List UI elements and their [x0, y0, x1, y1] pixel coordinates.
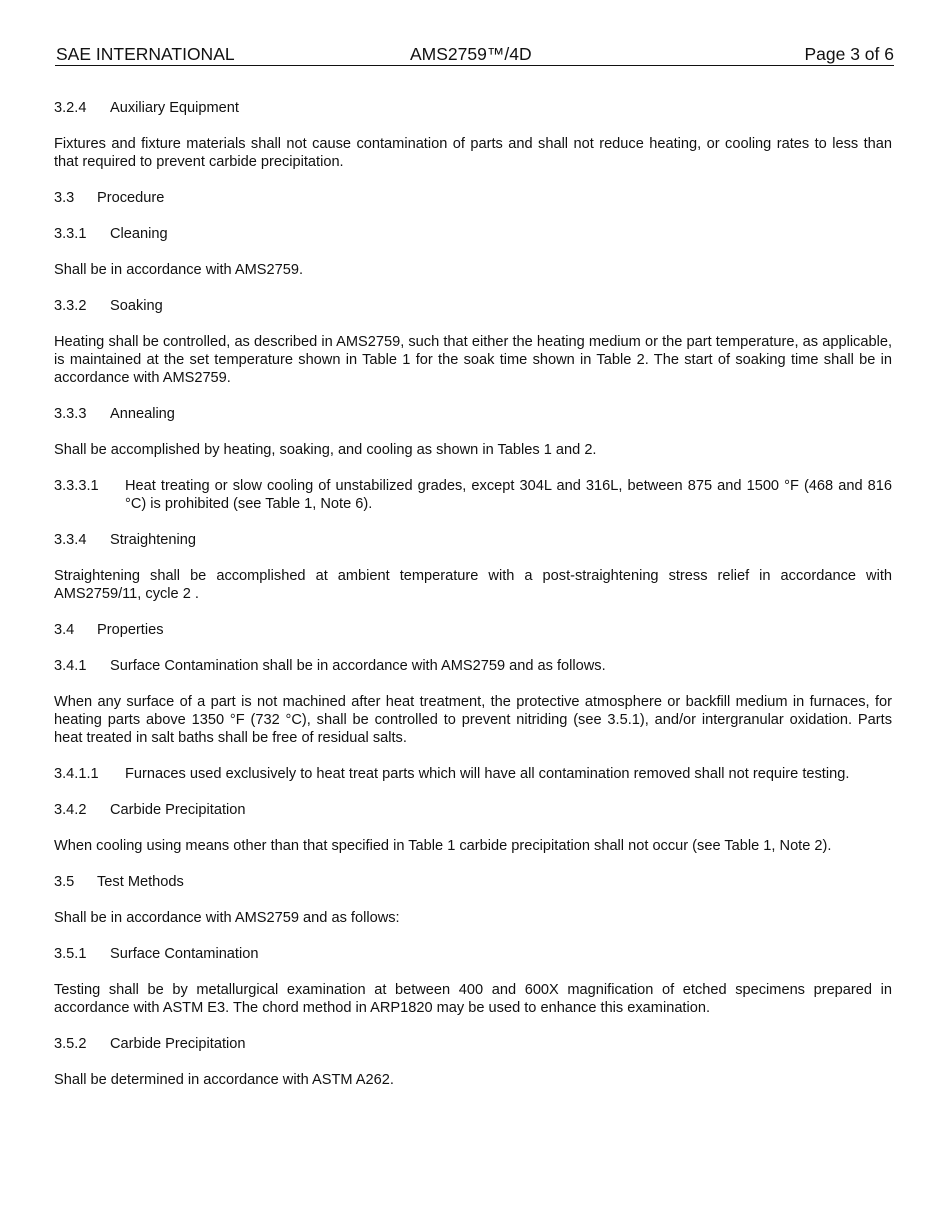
section-number: 3.4 — [54, 622, 75, 638]
section-body-3-5-1: Testing shall be by metallurgical examination at between 400 and 600X magnification of etched specimens prepared in accordance with ASTM E3. The chord method in ARP1820 may be used to enhance this examination. — [54, 982, 892, 1016]
section-heading-3-3 — [54, 189, 892, 207]
section-title: Annealing — [110, 406, 175, 422]
section-number: 3.3.3 — [54, 406, 87, 422]
section-title: Soaking — [110, 298, 163, 314]
section-heading-3-3-2 — [54, 297, 892, 315]
section-heading-3-4-1 — [54, 657, 892, 675]
section-body-3-4-2: When cooling using means other than that specified in Table 1 carbide precipitation shall not occur (see Table 1, Note 2). — [54, 838, 832, 854]
section-title: Auxiliary Equipment — [110, 100, 239, 116]
section-number: 3.3.1 — [54, 226, 87, 242]
section-heading-3-3-3 — [54, 405, 892, 423]
document-body — [54, 99, 892, 1107]
section-title: Properties — [97, 622, 164, 638]
section-heading-3-3-4 — [54, 531, 892, 549]
section-title: Cleaning — [110, 226, 168, 242]
section-3-4-1-1 — [54, 765, 892, 783]
section-heading-3-4-2 — [54, 801, 892, 819]
section-heading-3-2-4 — [54, 99, 892, 117]
section-body-3-3-4: Straightening shall be accomplished at ambient temperature with a post-straightening stress relief in accordance with AMS2759/11, cycle 2 . — [54, 568, 892, 602]
section-heading-3-5-2 — [54, 1035, 892, 1053]
section-title: Surface Contamination — [110, 946, 259, 962]
section-title: Carbide Precipitation — [110, 1036, 246, 1052]
section-number: 3.3 — [54, 190, 75, 206]
section-number: 3.5.2 — [54, 1036, 87, 1052]
section-body-3-3-1: Shall be in accordance with AMS2759. — [54, 262, 304, 278]
page-header — [55, 44, 894, 66]
section-number: 3.3.2 — [54, 298, 87, 314]
section-body-3-3-2: Heating shall be controlled, as described in AMS2759, such that either the heating medium or the part temperature, as applicable, is maintained at the set temperature shown in Table 1 for the soak time shown in Table 2. The start of soaking time shall be in accordance with AMS2759. — [54, 334, 892, 386]
section-body-3-5: Shall be in accordance with AMS2759 and as follows: — [54, 910, 400, 926]
section-body-3-5-2: Shall be determined in accordance with ASTM A262. — [54, 1072, 394, 1088]
section-title: Carbide Precipitation — [110, 802, 246, 818]
section-number: 3.4.2 — [54, 802, 87, 818]
section-heading-3-5 — [54, 873, 892, 891]
section-number: 3.4.1.1 — [54, 766, 99, 782]
header-organization: SAE INTERNATIONAL — [56, 44, 235, 64]
section-title: Surface Contamination shall be in accordance with AMS2759 and as follows. — [110, 658, 606, 674]
section-body-3-4-1: When any surface of a part is not machined after heat treatment, the protective atmosphere or backfill medium in furnaces, for heating parts above 1350 °F (732 °C), shall be controlled to prevent nitriding (see 3.5.1), and/or intergranular oxidation. Parts heat treated in salt baths shall be free of residual salts. — [54, 694, 892, 746]
header-document-number: AMS2759™/4D — [410, 44, 532, 64]
section-title: Procedure — [97, 190, 165, 206]
section-title: Test Methods — [97, 874, 184, 890]
section-body-3-2-4: Fixtures and fixture materials shall not cause contamination of parts and shall not reduce heating, or cooling rates to less than that required to prevent carbide precipitation. — [54, 136, 892, 170]
section-title: Straightening — [110, 532, 197, 548]
section-number: 3.3.4 — [54, 532, 87, 548]
section-body-3-3-3-1: Heat treating or slow cooling of unstabilized grades, except 304L and 316L, between 875 and 1500 °F (468 and 816 °C) is prohibited (see Table 1, Note 6). — [125, 478, 892, 512]
section-body-3-3-3: Shall be accomplished by heating, soaking, and cooling as shown in Tables 1 and 2. — [54, 442, 597, 458]
section-number: 3.3.3.1 — [54, 478, 99, 494]
section-number: 3.4.1 — [54, 658, 87, 674]
section-body-3-4-1-1: Furnaces used exclusively to heat treat parts which will have all contamination removed shall not require testing. — [125, 766, 850, 782]
section-3-3-3-1 — [54, 477, 892, 513]
section-number: 3.2.4 — [54, 100, 87, 116]
section-heading-3-4 — [54, 621, 892, 639]
section-heading-3-5-1 — [54, 945, 892, 963]
header-page-number: Page 3 of 6 — [804, 44, 894, 64]
section-number: 3.5 — [54, 874, 75, 890]
section-number: 3.5.1 — [54, 946, 87, 962]
section-heading-3-3-1 — [54, 225, 892, 243]
